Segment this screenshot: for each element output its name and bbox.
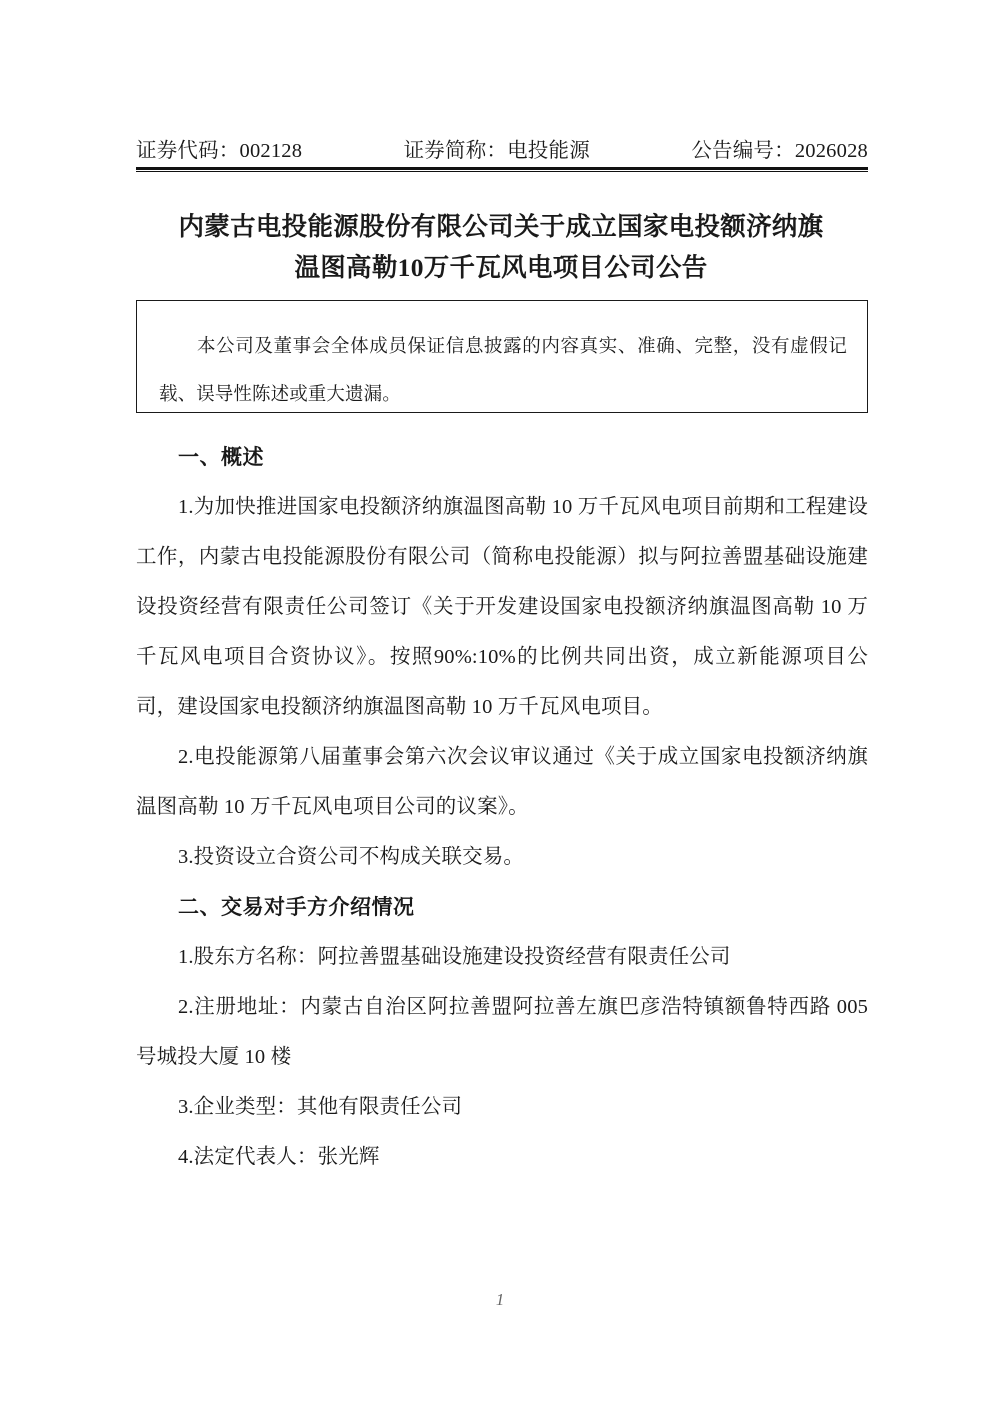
page-title-line-1: 内蒙古电投能源股份有限公司关于成立国家电投额济纳旗 [178,212,824,241]
disclaimer-box [136,300,868,413]
page-title-line-2: 温图高勒10万千瓦风电项目公司公告 [294,253,708,282]
announcement-number-value: 2026028 [794,140,868,162]
announcement-number-label: 公告编号： [691,140,795,162]
header-divider-rule [136,167,868,172]
paragraph: 1.为加快推进国家电投额济纳旗温图高勒 10 万千瓦风电项目前期和工程建设工作，内蒙古电投能源股份有限公司（简称电投能源）拟与阿拉善盟基础设施建设投资经营有限责任公司签订《关于开发建设国家电投额济纳旗温图高勒 10 万千瓦风电项目合资协议》。按照90%:10%的比例共同出资，成立新能源项目公司，建设国家电投额济纳旗温图高勒 10 万千瓦风电项目。 [136,496,868,718]
security-name-value: 电投能源 [507,140,590,162]
document-header [136,133,868,163]
disclaimer-text: 本公司及董事会全体成员保证信息披露的内容真实、准确、完整，没有虚假记载、误导性陈述或重大遗漏。 [159,337,847,405]
page-number: 1 [495,1290,505,1309]
security-name-label: 证券简称： [403,140,508,162]
announcement-number [691,133,868,163]
security-code-label: 证券代码： [136,140,240,162]
page-title [148,206,854,288]
section-heading-counterparty: 二、交易对手方介绍情况 [178,895,415,919]
security-code [136,133,302,163]
paragraph: 2.注册地址：内蒙古自治区阿拉善盟阿拉善左旗巴彦浩特镇额鲁特西路 005 号城投大厦 10 楼 [136,996,868,1068]
document-body [136,432,868,1182]
paragraph: 2.电投能源第八届董事会第六次会议审议通过《关于成立国家电投额济纳旗温图高勒 10 万千瓦风电项目公司的议案》。 [136,746,868,818]
paragraph: 1.股东方名称：阿拉善盟基础设施建设投资经营有限责任公司 [178,946,731,968]
security-name [404,133,590,163]
paragraph: 3.企业类型：其他有限责任公司 [178,1096,463,1118]
security-code-value: 002128 [239,140,303,162]
paragraph: 4.法定代表人：张光辉 [178,1146,380,1168]
paragraph: 3.投资设立合资公司不构成关联交易。 [178,846,525,868]
section-heading-overview: 一、概述 [178,445,264,469]
